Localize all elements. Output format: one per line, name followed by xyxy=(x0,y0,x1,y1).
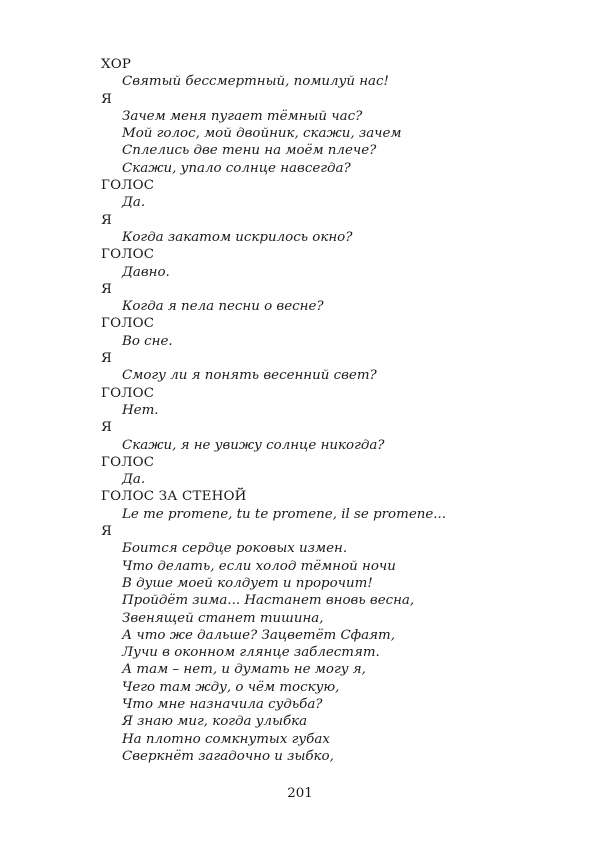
speaker-name: ГОЛОС xyxy=(101,385,155,401)
verse-line: Да. xyxy=(122,195,146,211)
speaker-name: Я xyxy=(101,281,113,297)
verse-line: Когда закатом искрилось окно? xyxy=(122,229,353,245)
verse-line: Le me promene, tu te promene, il se promene... xyxy=(122,506,447,522)
verse-line: Пройдёт зима... Настанет вновь весна, xyxy=(122,593,415,609)
verse-line: Мой голос, мой двойник, скажи, зачем xyxy=(122,126,402,142)
verse-line: Смогу ли я понять весенний свет? xyxy=(122,368,377,384)
speaker-name: ГОЛОС xyxy=(101,454,155,470)
page-number: 201 xyxy=(287,786,313,801)
play-text xyxy=(101,56,521,765)
verse-line: Чего там жду, о чём тоскую, xyxy=(122,679,340,695)
verse-line: Сверкнёт загадочно и зыбко, xyxy=(122,748,334,764)
verse-line: Боится сердце роковых измен. xyxy=(122,541,348,557)
verse-line: Что мне назначила судьба? xyxy=(122,696,323,712)
speaker-name: Я xyxy=(101,212,113,228)
speaker-name: ГОЛОС xyxy=(101,316,155,332)
verse-line: Скажи, я не увижу солнце никогда? xyxy=(122,437,385,453)
verse-line: Зачем меня пугает тёмный час? xyxy=(122,108,363,124)
verse-line: Что делать, если холод тёмной ночи xyxy=(122,558,396,574)
speaker-name: ХОР xyxy=(101,57,132,72)
verse-line: На плотно сомкнутых губах xyxy=(122,731,330,747)
verse-line: Лучи в оконном глянце заблестят. xyxy=(122,645,380,661)
verse-line: Сплелись две тени на моём плече? xyxy=(122,143,377,159)
speaker-name: Я xyxy=(101,524,113,540)
verse-line: Когда я пела песни о весне? xyxy=(122,299,324,315)
speaker-name: ГОЛОС ЗА СТЕНОЙ xyxy=(101,489,247,505)
verse-line: Я знаю миг, когда улыбка xyxy=(122,714,308,730)
verse-line: Во сне. xyxy=(122,333,173,349)
verse-line: А там – нет, и думать не могу я, xyxy=(122,662,366,678)
speaker-name: ГОЛОС xyxy=(101,247,155,263)
verse-line: Нет. xyxy=(122,402,159,418)
speaker-name: Я xyxy=(101,420,113,436)
speaker-name: Я xyxy=(101,91,113,107)
speaker-name: ГОЛОС xyxy=(101,178,155,194)
verse-line: Святый бессмертный, помилуй нас! xyxy=(122,74,389,90)
verse-line: В душе моей колдует и пророчит! xyxy=(122,575,373,591)
speaker-name: Я xyxy=(101,351,113,367)
verse-line: А что же дальше? Зацветёт Сфаят, xyxy=(122,627,395,643)
verse-line: Давно. xyxy=(122,264,170,280)
verse-line: Да. xyxy=(122,472,146,488)
verse-line: Звенящей станет тишина, xyxy=(122,610,324,626)
verse-line: Скажи, упало солнце навсегда? xyxy=(122,160,351,176)
